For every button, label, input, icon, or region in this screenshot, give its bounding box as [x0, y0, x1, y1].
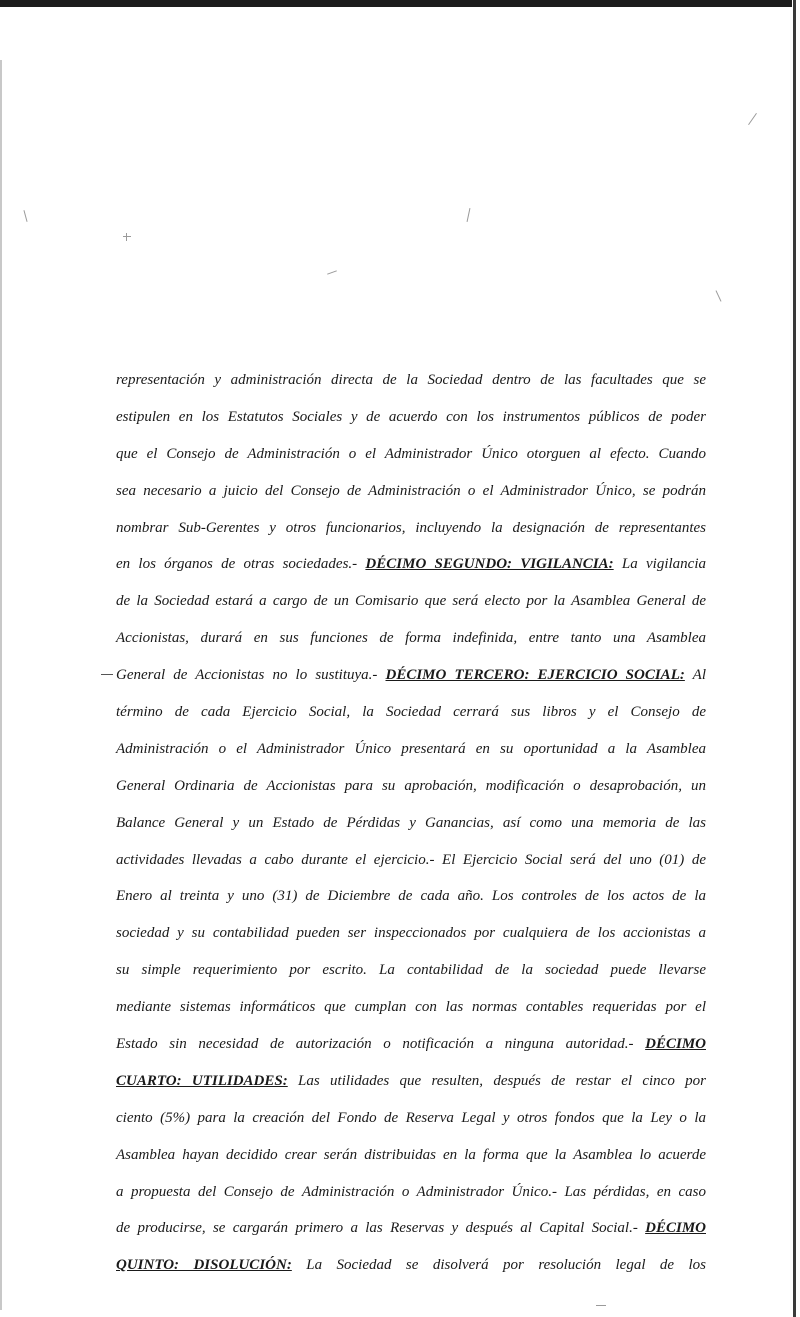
scan-speck	[123, 236, 131, 237]
text-run: Las utilidades que resulten, después de restar el cinco por	[287, 1072, 706, 1089]
text-run: representación y administración directa de la Sociedad dentro de las facultades que se	[116, 372, 706, 388]
text-line	[116, 1063, 706, 1100]
scan-speck	[716, 290, 722, 301]
text-line	[116, 657, 706, 694]
text-run: Estado sin necesidad de autorización o notificación a ninguna autoridad.-	[116, 1036, 646, 1053]
text-run: de la Sociedad estará a cargo de un Comisario que será electo por la Asamblea General de	[116, 593, 706, 610]
scan-edge-top	[0, 0, 792, 7]
text-run: que el Consejo de Administración o el Administrador Único otorguen al efecto. Cuando	[116, 445, 706, 462]
clause-heading: CUARTO: UTILIDADES:	[116, 1072, 288, 1089]
scan-speck	[467, 208, 471, 222]
clause-heading: DÉCIMO TERCERO: EJERCICIO SOCIAL:	[385, 667, 685, 684]
text-line	[116, 805, 706, 842]
scan-speck	[126, 233, 127, 241]
margin-dash	[101, 674, 113, 675]
text-line	[116, 915, 706, 952]
document-body	[116, 362, 706, 1284]
text-run: La Sociedad se disolverá por resolución legal de los	[291, 1257, 706, 1274]
text-line	[116, 1247, 706, 1284]
text-line	[116, 731, 706, 768]
clause-heading: DÉCIMO	[645, 1220, 706, 1237]
text-run: su simple requerimiento por escrito. La contabilidad de la sociedad puede llevarse	[116, 962, 706, 979]
text-line	[116, 1210, 706, 1247]
text-run: Asamblea hayan decidido crear serán distribuidas en la forma que la Asamblea lo acuerde	[116, 1146, 706, 1163]
text-run: Enero al treinta y uno (31) de Diciembre de cada año. Los controles de los actos de la	[116, 888, 706, 905]
text-run: Administración o el Administrador Único presentará en su oportunidad a la Asamblea	[116, 740, 706, 757]
text-run: mediante sistemas informáticos que cumplan con las normas contables requeridas por el	[116, 999, 706, 1016]
text-line	[116, 768, 706, 805]
text-line	[116, 878, 706, 915]
text-line	[116, 399, 706, 436]
text-run: término de cada Ejercicio Social, la Sociedad cerrará sus libros y el Consejo de	[116, 704, 706, 721]
text-line	[116, 362, 706, 399]
scan-speck	[748, 113, 757, 125]
clause-heading: QUINTO: DISOLUCIÓN:	[116, 1257, 292, 1274]
text-run: General Ordinaria de Accionistas para su aprobación, modificación o desaprobación, un	[116, 777, 706, 794]
text-line	[116, 473, 706, 510]
text-line	[116, 1100, 706, 1137]
text-line	[116, 546, 706, 583]
text-line	[116, 1137, 706, 1174]
text-line	[116, 989, 706, 1026]
text-run: estipulen en los Estatutos Sociales y de acuerdo con los instrumentos públicos de poder	[116, 408, 706, 425]
text-run: La vigilancia	[613, 556, 707, 573]
text-line	[116, 436, 706, 473]
text-run: sociedad y su contabilidad pueden ser inspeccionados por cualquiera de los accionistas a	[116, 925, 706, 942]
text-run: ciento (5%) para la creación del Fondo de Reserva Legal y otros fondos que la Ley o la	[116, 1109, 706, 1126]
text-line	[116, 694, 706, 731]
text-run: Accionistas, durará en sus funciones de forma indefinida, entre tanto una Asamblea	[116, 630, 706, 647]
scan-edge-right	[793, 0, 796, 1317]
text-line	[116, 952, 706, 989]
text-run: actividades llevadas a cabo durante el ejercicio.- El Ejercicio Social será del uno (01) de	[116, 851, 706, 868]
text-run: General de Accionistas no lo sustituya.-	[116, 667, 386, 684]
clause-heading: DÉCIMO	[645, 1036, 706, 1053]
scan-speck	[327, 270, 337, 274]
text-run: Balance General y un Estado de Pérdidas y Ganancias, así como una memoria de las	[116, 814, 706, 831]
clause-heading: DÉCIMO SEGUNDO: VIGILANCIA:	[365, 556, 614, 573]
scan-speck	[23, 210, 27, 222]
text-run: de producirse, se cargarán primero a las Reservas y después al Capital Social.-	[116, 1220, 646, 1237]
text-line	[116, 1026, 706, 1063]
scan-edge-left	[0, 60, 2, 1310]
scan-speck	[596, 1305, 606, 1306]
text-run: nombrar Sub-Gerentes y otros funcionarios, incluyendo la designación de representantes	[116, 519, 706, 536]
text-line	[116, 1174, 706, 1211]
text-run: en los órganos de otras sociedades.-	[116, 556, 366, 573]
text-run: a propuesta del Consejo de Administración o Administrador Único.- Las pérdidas, en caso	[116, 1183, 706, 1200]
text-line	[116, 510, 706, 547]
text-line	[116, 620, 706, 657]
text-line	[116, 583, 706, 620]
text-run: sea necesario a juicio del Consejo de Administración o el Administrador Único, se podrán	[116, 482, 706, 499]
text-line	[116, 842, 706, 879]
text-run: Al	[684, 667, 707, 684]
